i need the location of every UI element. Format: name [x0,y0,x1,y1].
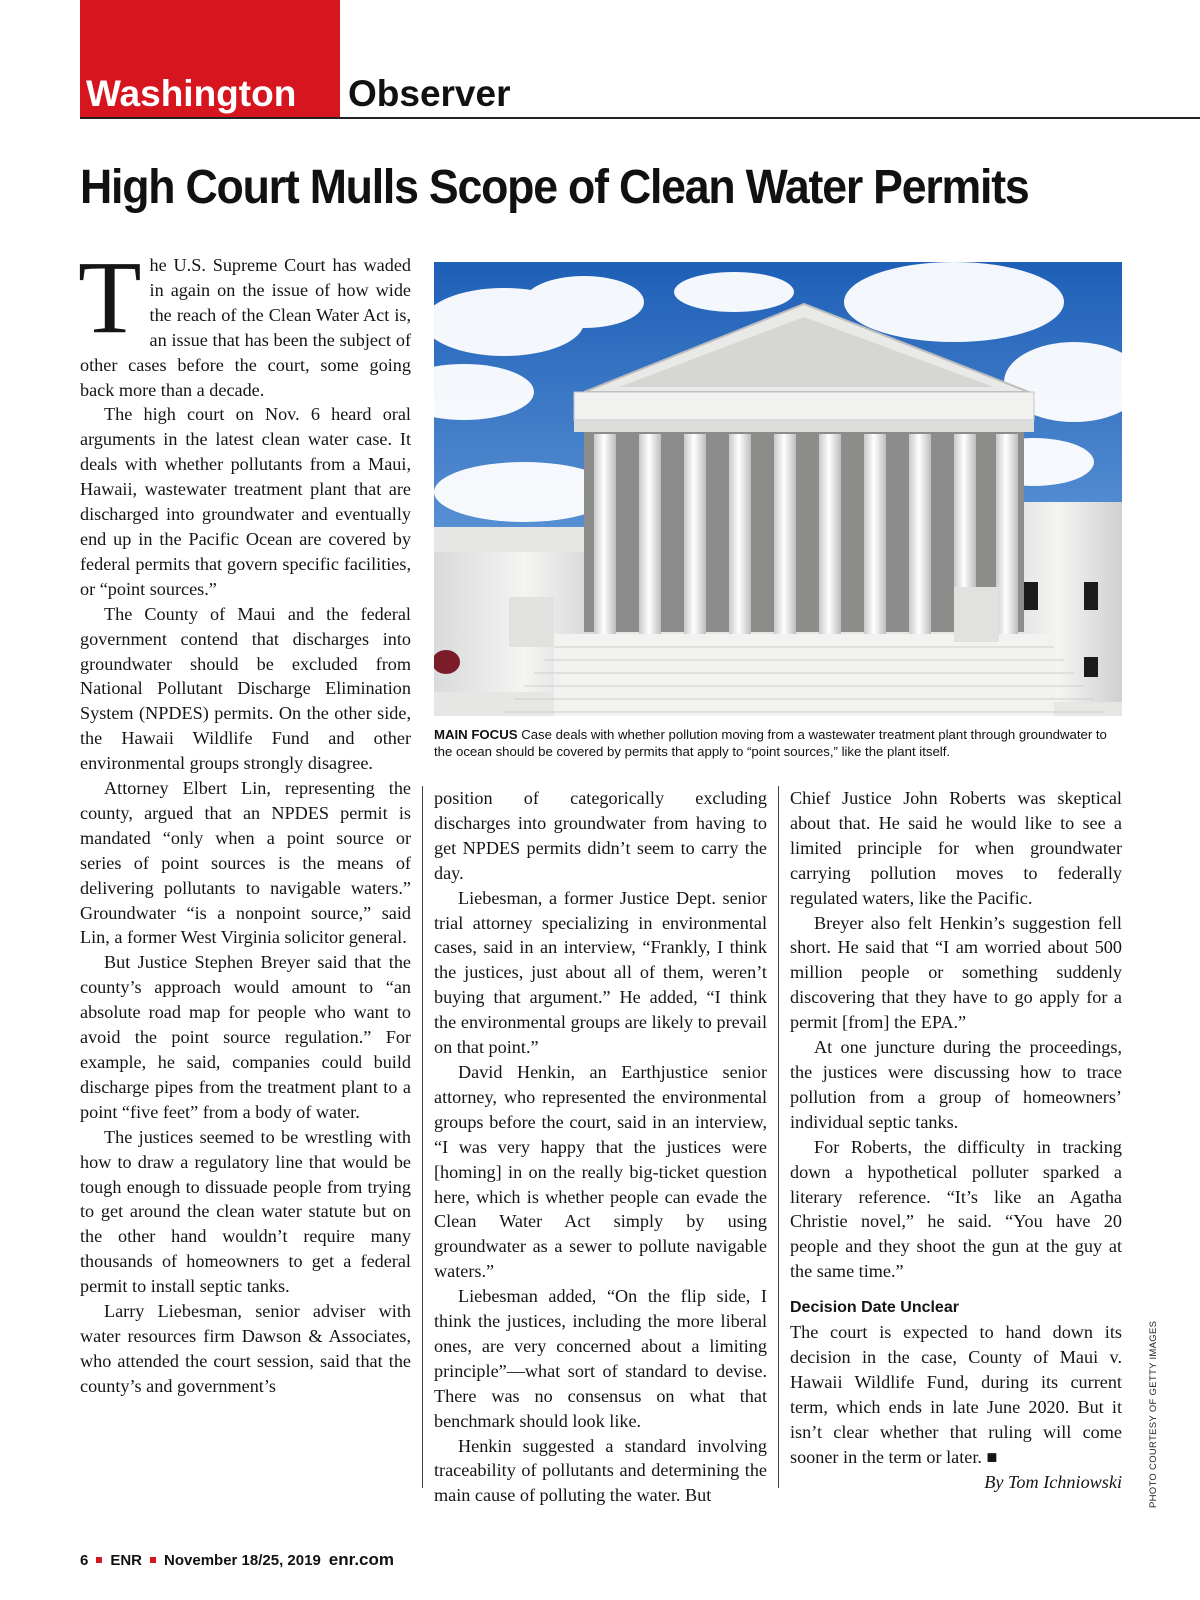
article-paragraph: Henkin suggested a standard involving traceability of pollutants and determining the main cause of polluting the water. But [434,1435,767,1506]
section-header [80,70,511,118]
article-paragraph: Attorney Elbert Lin, representing the county, argued that an NPDES permit is mandated “only when a point source or series of point sources is the means of delivering pollutants to navigable waters.” Groundwater “is a nonpoint source,” said Lin, a former West Virginia solicitor general. [80,778,411,948]
subhead: Decision Date Unclear [790,1299,959,1317]
article-column-2 [434,786,767,1508]
header-rule [80,117,1200,119]
article-paragraph: But Justice Stephen Breyer said that the county’s approach would amount to “an absolute road map for people who want to avoid the point source regulation.” For example, he said, companies could build discharge pipes from the treatment plant to a point “five feet” from a body of water. [80,952,411,1122]
article-paragraph: The County of Maui and the federal government contend that discharges into groundwater should be excluded from National Pollutant Discharge Elimination System (NPDES) permits. On the other side, the Hawaii Wildlife Fund and other environmental groups strongly disagree. [80,603,411,774]
caption-label: MAIN FOCUS [434,727,518,742]
article-paragraph: At one juncture during the proceedings, the justices were discussing how to trace pollution from a group of homeowners’ individual septic tanks. [790,1037,1122,1132]
article-paragraph: Chief Justice John Roberts was skeptical about that. He said he would like to see a limited principle for when groundwater carrying pollution moves to federally regulated waters, like the Pacific. [790,788,1122,908]
page-footer [80,1550,394,1570]
section-name-washington: Washington [86,73,297,114]
photo-caption [434,726,1122,760]
article-paragraph: Liebesman added, “On the flip side, I think the justices, including the more liberal ones, are very concerned about a limiting principle”—what sort of standard to devise. There was no consensus on what that benchmark should look like. [434,1286,767,1431]
article-column-3 [790,786,1122,1494]
byline: By Tom Ichniowski [984,1471,1122,1492]
separator-square-icon [96,1557,102,1563]
article-paragraph: The U.S. Supreme Court has waded in again on the issue of how wide the reach of the Clean Water Act is, an issue that has been the subject of other cases before the court, some going back more than a decade. [78,240,411,400]
article-paragraph: The high court on Nov. 6 heard oral arguments in the latest clean water case. It deals with whether pollutants from a Maui, Hawaii, wastewater treatment plant that are discharged into groundwater and eventually end up in the Pacific Ocean are covered by federal permits that govern specific facilities, or “point sources.” [80,404,411,599]
article-paragraph: position of categorically excluding discharges into groundwater from having to get NPDES permits didn’t seem to carry the day. [434,788,767,883]
magazine-name: ENR [110,1551,143,1569]
article-paragraph: David Henkin, an Earthjustice senior attorney, who represented the environmental groups before the court, said in an interview, “I was very happy that the justices were [homing] in on the really big-ticket question here, which is whether people can evade the Clean Water Act simply by using groundwater as a sewer to pollute navigable waters.” [434,1061,767,1282]
page-number: 6 [80,1551,89,1569]
issue-date: November 18/25, 2019 [164,1551,321,1569]
column-divider [778,786,779,1488]
website-url: enr.com [328,1550,394,1569]
column-divider [422,786,423,1488]
photo-credit: PHOTO COURTESY OF GETTY IMAGES [1148,1320,1159,1508]
headline: High Court Mulls Scope of Clean Water Permits [80,161,1029,214]
article-paragraph: The justices seemed to be wrestling with how to draw a regulatory line that would be tough enough to dissuade people from trying to get around the clean water statute but on the other hand wouldn’t require many thousands of homeowners to get a federal permit to install septic tanks. [80,1126,411,1297]
article-paragraph: Breyer also felt Henkin’s suggestion fell short. He said that “I am worried about 500 million people or something suddenly discovering that they have to go apply for a permit [from] the EPA.” [790,912,1122,1033]
drop-cap: T [78,240,142,355]
section-name-observer: Observer [348,73,511,114]
separator-square-icon [150,1557,156,1563]
caption-text: Case deals with whether pollution moving from a wastewater treatment plant through groundwater to the ocean should be covered by permits that apply to “point sources,” like the plant itself. [434,727,1107,759]
article-paragraph: The court is expected to hand down its decision in the case, County of Maui v. Hawaii Wildlife Fund, during its current term, which ends in late June 2020. But it isn’t clear whether that ruling will come sooner in the term or later. ■ [790,1322,1122,1467]
article-paragraph: For Roberts, the difficulty in tracking down a hypothetical polluter sparked a literary reference. “It’s like an Agatha Christie novel,” he said. “You have 20 people and they shoot the gun at the guy at the same time.” [790,1136,1122,1282]
article-paragraph: Liebesman, a former Justice Dept. senior trial attorney specializing in environmental cases, said in an interview, “Frankly, I think the justices, just about all of them, weren’t buying that argument.” He added, “I think the environmental groups are likely to prevail on that point.” [434,887,767,1058]
supreme-court-photo [434,262,1122,716]
article-column-1 [78,240,411,1399]
article-paragraph: Larry Liebesman, senior adviser with water resources firm Dawson & Associates, who attended the court session, said that the county’s and government’s [80,1301,411,1396]
